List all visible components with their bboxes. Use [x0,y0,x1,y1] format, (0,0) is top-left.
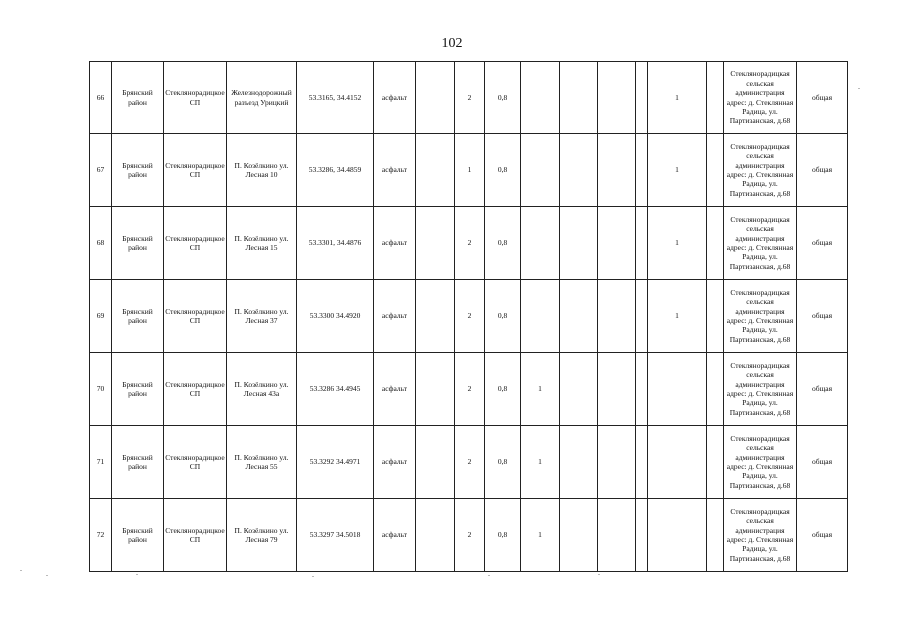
column-12-cell [598,62,636,134]
column-13-cell [636,280,648,353]
location-cell: П. Козёлкино ул. Лесная 10 [227,134,297,207]
surface-cell: асфальт [374,134,416,207]
column-11-cell [560,62,598,134]
coordinates-cell: 53.3165, 34.4152 [297,62,374,134]
column-11-cell [560,426,598,499]
column-13-cell [636,499,648,572]
usage-type-cell: общая [797,62,848,134]
district-cell: Брянский район [112,499,164,572]
container-volume-cell: 0,8 [485,62,521,134]
column-10-cell [521,207,560,280]
district-cell: Брянский район [112,280,164,353]
surface-cell: асфальт [374,62,416,134]
owner-cell: Стеклянорадицкая сельская администрация адрес: д. Стеклянная Радица, ул. Партизанская, д.68 [724,207,797,280]
owner-cell: Стеклянорадицкая сельская администрация адрес: д. Стеклянная Радица, ул. Партизанская, д.68 [724,499,797,572]
column-13-cell [636,134,648,207]
column-7-cell [416,353,455,426]
page-number: 102 [441,36,463,51]
column-11-cell [560,499,598,572]
settlement-cell: Стеклянорадицкое СП [164,134,227,207]
coordinates-cell: 53.3300 34.4920 [297,280,374,353]
column-14-cell: 1 [648,62,707,134]
table-row [90,353,848,426]
owner-cell: Стеклянорадицкая сельская администрация адрес: д. Стеклянная Радица, ул. Партизанская, д.68 [724,62,797,134]
settlement-cell: Стеклянорадицкое СП [164,280,227,353]
owner-cell: Стеклянорадицкая сельская администрация адрес: д. Стеклянная Радица, ул. Партизанская, д.68 [724,280,797,353]
settlement-cell: Стеклянорадицкое СП [164,499,227,572]
coordinates-cell: 53.3292 34.4971 [297,426,374,499]
column-7-cell [416,207,455,280]
column-7-cell [416,62,455,134]
district-cell: Брянский район [112,207,164,280]
settlement-cell: Стеклянорадицкое СП [164,207,227,280]
table-row [90,280,848,353]
column-10-cell [521,62,560,134]
column-14-cell: 1 [648,207,707,280]
row-number-cell: 72 [90,499,112,572]
settlement-cell: Стеклянорадицкое СП [164,426,227,499]
district-cell: Брянский район [112,426,164,499]
column-12-cell [598,426,636,499]
container-count-cell: 2 [455,353,485,426]
usage-type-cell: общая [797,426,848,499]
table-row [90,426,848,499]
location-cell: П. Козёлкино ул. Лесная 37 [227,280,297,353]
column-11-cell [560,207,598,280]
container-volume-cell: 0,8 [485,353,521,426]
column-11-cell [560,134,598,207]
column-14-cell [648,499,707,572]
container-volume-cell: 0,8 [485,134,521,207]
container-count-cell: 2 [455,426,485,499]
column-10-cell: 1 [521,426,560,499]
column-10-cell: 1 [521,353,560,426]
row-number-cell: 71 [90,426,112,499]
coordinates-cell: 53.3286 34.4945 [297,353,374,426]
column-15-cell [707,499,724,572]
column-15-cell [707,134,724,207]
column-10-cell [521,134,560,207]
column-15-cell [707,207,724,280]
coordinates-cell: 53.3297 34.5018 [297,499,374,572]
column-14-cell [648,426,707,499]
usage-type-cell: общая [797,134,848,207]
container-volume-cell: 0,8 [485,280,521,353]
column-7-cell [416,134,455,207]
column-15-cell [707,353,724,426]
surface-cell: асфальт [374,353,416,426]
surface-cell: асфальт [374,207,416,280]
usage-type-cell: общая [797,353,848,426]
row-number-cell: 66 [90,62,112,134]
column-7-cell [416,499,455,572]
district-cell: Брянский район [112,134,164,207]
district-cell: Брянский район [112,353,164,426]
column-15-cell [707,280,724,353]
column-14-cell [648,353,707,426]
table-row [90,207,848,280]
surface-cell: асфальт [374,426,416,499]
table-body [90,62,848,572]
settlement-cell: Стеклянорадицкое СП [164,353,227,426]
usage-type-cell: общая [797,499,848,572]
location-cell: П. Козёлкино ул. Лесная 43а [227,353,297,426]
column-11-cell [560,280,598,353]
column-14-cell: 1 [648,134,707,207]
location-cell: П. Козёлкино ул. Лесная 79 [227,499,297,572]
column-11-cell [560,353,598,426]
column-10-cell [521,280,560,353]
location-cell: П. Козёлкино ул. Лесная 15 [227,207,297,280]
column-10-cell: 1 [521,499,560,572]
location-cell: Железнодорожный разъезд Урицкий [227,62,297,134]
container-count-cell: 2 [455,499,485,572]
column-15-cell [707,426,724,499]
column-12-cell [598,280,636,353]
coordinates-cell: 53.3301, 34.4876 [297,207,374,280]
owner-cell: Стеклянорадицкая сельская администрация адрес: д. Стеклянная Радица, ул. Партизанская, д.68 [724,353,797,426]
column-7-cell [416,426,455,499]
column-13-cell [636,426,648,499]
surface-cell: асфальт [374,499,416,572]
column-14-cell: 1 [648,280,707,353]
row-number-cell: 67 [90,134,112,207]
site-registry-table [89,61,848,572]
table-row [90,499,848,572]
column-7-cell [416,280,455,353]
column-12-cell [598,353,636,426]
column-13-cell [636,207,648,280]
table-row [90,62,848,134]
owner-cell: Стеклянорадицкая сельская администрация адрес: д. Стеклянная Радица, ул. Партизанская, д.68 [724,426,797,499]
row-number-cell: 68 [90,207,112,280]
row-number-cell: 70 [90,353,112,426]
column-12-cell [598,134,636,207]
container-volume-cell: 0,8 [485,426,521,499]
table-row [90,134,848,207]
district-cell: Брянский район [112,62,164,134]
coordinates-cell: 53.3286, 34.4859 [297,134,374,207]
column-13-cell [636,62,648,134]
usage-type-cell: общая [797,207,848,280]
container-count-cell: 2 [455,207,485,280]
location-cell: П. Козёлкино ул. Лесная 55 [227,426,297,499]
container-count-cell: 1 [455,134,485,207]
column-12-cell [598,499,636,572]
column-15-cell [707,62,724,134]
row-number-cell: 69 [90,280,112,353]
container-volume-cell: 0,8 [485,499,521,572]
surface-cell: асфальт [374,280,416,353]
column-13-cell [636,353,648,426]
usage-type-cell: общая [797,280,848,353]
container-volume-cell: 0,8 [485,207,521,280]
settlement-cell: Стеклянорадицкое СП [164,62,227,134]
owner-cell: Стеклянорадицкая сельская администрация адрес: д. Стеклянная Радица, ул. Партизанская, д.68 [724,134,797,207]
column-12-cell [598,207,636,280]
container-count-cell: 2 [455,62,485,134]
container-count-cell: 2 [455,280,485,353]
